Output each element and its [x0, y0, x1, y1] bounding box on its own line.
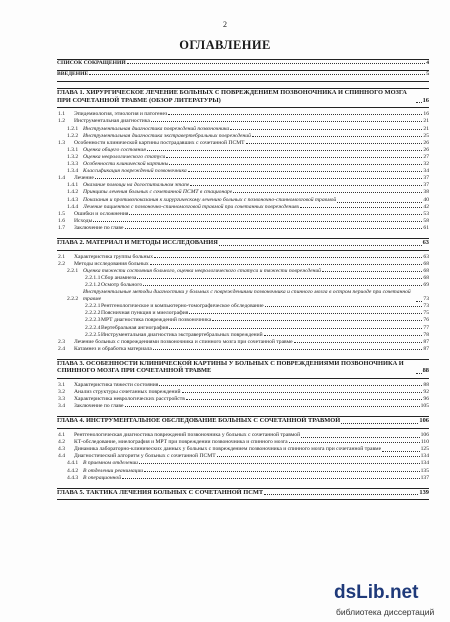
toc-entry-title: Сбор анамнеза	[101, 274, 137, 281]
toc-entry-title: ГЛАВА 2. МАТЕРИАЛ И МЕТОДЫ ИССЛЕДОВАНИЯ	[57, 238, 218, 246]
toc-entry[interactable]	[57, 432, 429, 439]
toc-entry[interactable]	[57, 317, 429, 324]
toc-entry[interactable]	[57, 303, 429, 310]
dot-leader	[190, 185, 422, 186]
toc-entry[interactable]	[57, 197, 429, 204]
toc-entry-number: 2.2.2	[67, 296, 79, 303]
toc-entry[interactable]	[57, 60, 429, 67]
toc-entry-page: 73	[423, 303, 429, 310]
dot-leader	[416, 373, 422, 374]
toc-entry-page: 110	[420, 439, 429, 446]
dot-leader	[168, 114, 422, 115]
toc-entry-page: 38	[423, 189, 429, 196]
dot-leader	[147, 150, 423, 151]
toc-entry[interactable]	[57, 310, 429, 317]
toc-entry-page: 16	[423, 111, 429, 118]
toc-entry-page: 21	[423, 118, 429, 125]
toc-entry-title: Заключение по главе	[74, 403, 124, 410]
toc-entry-title: Инструментальная диагностика	[74, 118, 150, 125]
toc-entry-title: КТ-обследование, миелография и МРТ при повреждении позвоночника и спинного мозга	[74, 439, 288, 446]
toc-entry-title: Классификация повреждений позвоночника	[83, 168, 187, 175]
toc-entry-title: В приемном отделении	[83, 460, 138, 467]
toc-entry-title: Инструментальная диагностика экстравертебральных повреждений	[101, 331, 263, 338]
toc-entry[interactable]	[57, 211, 429, 218]
dot-leader	[153, 349, 423, 350]
toc-entry-number: 2.2	[58, 260, 65, 267]
toc-entry[interactable]	[57, 225, 429, 232]
toc-entry-number: 1.1	[58, 111, 65, 118]
dot-leader	[89, 74, 425, 75]
dot-leader	[151, 121, 422, 122]
toc-entry-title: ГЛАВА 5. ТАКТИКА ЛЕЧЕНИЯ БОЛЬНЫХ С СОЧЕТАННОЙ ПСМТ	[57, 488, 264, 496]
toc-entry-page: 53	[423, 210, 429, 217]
toc-entry-title: Оценка неврологического статуса	[83, 153, 166, 160]
toc-entry-page: 25	[423, 132, 429, 139]
dot-leader	[159, 385, 422, 386]
toc-entry-title: ГЛАВА 1. ХИРУРГИЧЕСКОЕ ЛЕЧЕНИЕ БОЛЬНЫХ С ПОВРЕЖДЕНИЕМ ПОЗВОНОЧНИКА И СПИННОГО МОЗГА ПРИ СОЧЕТАННОЙ ТРАВМЕ (ОБЗОР ЛИТЕРАТУРЫ)	[57, 89, 407, 104]
toc-entry-number: 1.2.1	[67, 125, 79, 132]
toc-entry-number: 2.2.2.5	[85, 331, 101, 338]
toc-entry-number: 3.4	[58, 403, 65, 410]
toc-entry-page: 40	[423, 196, 429, 203]
toc-entry[interactable]	[57, 346, 429, 353]
dot-leader	[246, 143, 423, 144]
toc-entry-page: 61	[423, 224, 429, 231]
dot-leader	[137, 278, 422, 279]
dot-leader	[289, 442, 420, 443]
toc-entry-page: 75	[423, 310, 429, 317]
dot-leader	[125, 228, 423, 229]
toc-entry[interactable]	[57, 182, 429, 189]
toc-entry[interactable]	[57, 161, 429, 168]
toc-entry-page: 134	[420, 453, 429, 460]
toc-entry-page: 125	[420, 446, 429, 453]
toc-entry-number: 4.4.3	[67, 474, 79, 481]
toc-entry-title: Оценка общего состояния	[83, 146, 146, 153]
toc-entry-title: Характеристика тяжести состояния	[74, 382, 159, 389]
toc-entry[interactable]	[57, 175, 429, 182]
toc-entry-page: 69	[423, 281, 429, 288]
toc-entry[interactable]	[57, 396, 429, 403]
dot-leader	[233, 192, 422, 193]
toc-entry-number: 4.4.2	[67, 467, 79, 474]
toc-entry[interactable]	[57, 460, 429, 467]
toc-entry-page: 32	[423, 161, 429, 168]
toc-entry-title: Исходы	[74, 217, 93, 224]
toc-entry-title: ВВЕДЕНИЕ	[57, 71, 89, 78]
dot-leader	[230, 129, 422, 130]
toc-entry-title: Анализ структуры сочетанных повреждений	[74, 389, 181, 396]
toc-entry-page: 26	[423, 139, 429, 146]
toc-entry-page: 78	[423, 331, 429, 338]
toc-entry[interactable]	[57, 389, 429, 396]
dot-leader	[129, 214, 422, 215]
toc-entry-number: 1.3	[58, 139, 65, 146]
dot-leader	[341, 423, 418, 424]
toc-entry[interactable]	[57, 446, 429, 453]
toc-chapter[interactable]	[57, 417, 429, 425]
page-number: 2	[223, 20, 227, 29]
toc-entry-page: 68	[423, 260, 429, 267]
dot-leader	[300, 207, 422, 208]
dot-leader	[95, 178, 423, 179]
dot-leader	[219, 245, 422, 246]
toc-entry-page: 73	[423, 296, 429, 303]
toc-entry[interactable]	[57, 147, 429, 154]
dot-leader	[294, 342, 423, 343]
toc-entry-page: 106	[419, 417, 429, 425]
toc-entry-page: 27	[423, 153, 429, 160]
toc-entry-page: 87	[423, 345, 429, 352]
toc-entry-number: 2.2.1.2	[85, 281, 101, 288]
toc-entry-page: 68	[423, 267, 429, 274]
toc-entry-title: В операционной	[83, 474, 122, 481]
dot-leader	[186, 399, 423, 400]
dot-leader	[144, 471, 420, 472]
dot-leader	[189, 313, 422, 314]
toc-entry-page: 26	[423, 146, 429, 153]
toc-entry-page: 58	[423, 217, 429, 224]
toc-entry[interactable]	[57, 325, 429, 332]
toc-entry-number: 1.2.2	[67, 132, 79, 139]
dot-leader	[382, 451, 420, 452]
toc-entry-page: 88	[422, 367, 429, 375]
toc-entry-page: 76	[423, 317, 429, 324]
dot-leader	[252, 136, 423, 137]
toc-entry-page: 77	[423, 324, 429, 331]
dot-leader	[301, 437, 420, 438]
toc-entry-number: 4.4	[58, 453, 65, 460]
toc-entry-number: 1.4.4	[67, 203, 79, 210]
toc-entry-page: 37	[423, 182, 429, 189]
toc-chapter[interactable]	[57, 489, 429, 497]
toc-entry-number: 1.7	[58, 224, 65, 231]
toc-entry[interactable]	[57, 339, 429, 346]
toc-entry-page: 87	[423, 338, 429, 345]
toc-entry-title: Инструментальные методы диагностики у больных с повреждениями позвоночника и спинного мозга в остром периоде при сочетанной травме	[83, 289, 411, 303]
toc-entry-number: 2.2.1.1	[85, 274, 101, 281]
toc-entry-number: 3.1	[58, 382, 65, 389]
toc-entry-page: 16	[422, 96, 429, 104]
toc-entry-title: Характеристика группы больных	[74, 253, 154, 260]
toc-entry[interactable]	[57, 218, 429, 225]
toc-entry-page: 135	[420, 467, 429, 474]
dot-leader	[125, 406, 420, 407]
toc-entry[interactable]	[57, 453, 429, 460]
toc-entry-page: 92	[423, 389, 429, 396]
toc-entry-page: 63	[423, 253, 429, 260]
toc-entry-number: 3.3	[58, 396, 65, 403]
toc-entry[interactable]	[57, 403, 429, 410]
toc-entry-number: 1.4.2	[67, 189, 79, 196]
toc-entry[interactable]	[57, 126, 429, 133]
dot-leader	[139, 463, 420, 464]
toc-entry-number: 4.3	[58, 446, 65, 453]
dot-leader	[150, 264, 423, 265]
toc-entry-number: 2.4	[58, 345, 65, 352]
dot-leader	[143, 285, 422, 286]
toc-entry-number: 2.2.2.1	[85, 303, 101, 310]
toc-entry-page: 37	[423, 175, 429, 182]
toc-entry-title: Рентгенологическая диагностика повреждений позвоночника у больных с сочетанной травмой	[74, 432, 301, 439]
dot-leader	[127, 63, 426, 64]
toc-entry-title: Лечение	[74, 175, 94, 182]
toc-entry[interactable]	[57, 204, 429, 211]
toc-entry-title: Принципы лечения больных с сочетанной ПСМТ в стационаре	[83, 189, 233, 196]
dot-leader	[154, 257, 422, 258]
toc-entry-page: 134	[420, 460, 429, 467]
toc-entry[interactable]	[57, 118, 429, 125]
toc-entry[interactable]	[57, 254, 429, 261]
watermark-logo: dsLib.net	[334, 582, 419, 603]
toc-entry-title: Заключение по главе	[74, 224, 124, 231]
toc-entry-title: Характеристика неврологических расстройств	[74, 396, 185, 403]
watermark-subtitle: библиотека диссертаций	[336, 607, 435, 617]
toc-entry-title: Показания и противопоказания к хирургическому лечению больных с позвоночно-спинномозговой травмой	[83, 196, 337, 203]
toc-entry-number: 1.3.4	[67, 168, 79, 175]
toc-entry-number: 2.2.2.2	[85, 310, 101, 317]
toc-entry[interactable]	[57, 111, 429, 118]
toc-entry-page: 96	[423, 396, 429, 403]
toc-entry[interactable]	[57, 382, 429, 389]
toc-entry-title: Особенности клинической картины пострадавших с сочетанной ПСМТ	[74, 139, 245, 146]
toc-entry-number: 4.4.1	[67, 460, 79, 467]
toc-entry-page: 106	[420, 432, 429, 439]
dot-leader	[182, 392, 423, 393]
dot-leader	[212, 320, 422, 321]
toc-entry-number: 1.3.1	[67, 146, 79, 153]
toc-entry-title: Особенности клинической картины	[83, 161, 169, 168]
toc-entry-page: 63	[422, 238, 429, 246]
watermark[interactable]	[322, 577, 450, 622]
toc-chapter[interactable]	[57, 360, 429, 375]
dot-leader	[166, 157, 422, 158]
toc-entry[interactable]	[57, 275, 429, 282]
toc-entry-title: В отделении реанимации	[83, 467, 144, 474]
toc-entry-page: 5	[426, 71, 429, 78]
dot-leader	[264, 335, 423, 336]
toc-chapter[interactable]	[57, 89, 429, 104]
toc-entry-number: 1.4	[58, 175, 65, 182]
toc-entry-title: Динамика лабораторно-клинических данных у больных с повреждением позвоночника и спинного мозга при сочетанной травме	[74, 446, 382, 453]
toc-entry-page: 139	[419, 488, 429, 496]
toc-entry-title: ГЛАВА 4. ИНСТРУМЕНТАЛЬНОЕ ОБСЛЕДОВАНИЕ БОЛЬНЫХ С СОЧЕТАННОЙ ТРАВМОЙ	[57, 417, 341, 425]
toc-entry-page: 68	[423, 274, 429, 281]
toc-entry-number: 1.2	[58, 118, 65, 125]
toc-entry-title: Рентгенологическое и компьютерно-томографическое обследование	[101, 303, 264, 310]
toc-entry-number: 2.2.2.3	[85, 317, 101, 324]
toc-entry[interactable]	[57, 268, 429, 275]
table-of-contents	[57, 59, 429, 503]
toc-entry-number: 2.3	[58, 338, 65, 345]
toc-entry-number: 1.4.3	[67, 196, 79, 203]
dot-leader	[337, 202, 422, 203]
toc-entry-number: 1.3.3	[67, 161, 79, 168]
toc-entry-page: 34	[423, 168, 429, 175]
dot-leader	[188, 171, 423, 172]
toc-entry-title: Поясничная пункция и миелография	[101, 310, 189, 317]
toc-entry-number: 1.4.1	[67, 182, 79, 189]
toc-entry-title: Оказание помощи на догоспитальном этапе	[83, 182, 190, 189]
toc-entry[interactable]	[57, 468, 429, 475]
toc-entry-number: 4.2	[58, 439, 65, 446]
toc-entry[interactable]	[57, 71, 429, 78]
toc-entry[interactable]	[57, 154, 429, 161]
toc-entry-number: 2.2.1	[67, 267, 79, 274]
toc-entry-title: Лечение пациентов с позвоночно-спинномозговой травмой при сочетанных повреждениях	[83, 203, 300, 210]
page-title: ОГЛАВЛЕНИЕ	[179, 38, 271, 52]
toc-entry[interactable]	[57, 282, 429, 289]
toc-entry[interactable]	[57, 133, 429, 140]
toc-entry-title: Эпидемиология, этиология и патогенез	[74, 111, 168, 118]
toc-entry-title: Диагностический алгоритм у больных с сочетанной ПСМТ	[74, 453, 216, 460]
dot-leader	[416, 301, 422, 302]
toc-entry-page: 4	[426, 60, 429, 66]
toc-entry-number: 3.2	[58, 389, 65, 396]
toc-entry[interactable]	[57, 289, 429, 303]
dot-leader	[416, 102, 422, 103]
dot-leader	[264, 494, 418, 495]
toc-entry-title: Вертебральная ангиография	[101, 324, 169, 331]
dot-leader	[93, 221, 422, 222]
toc-entry[interactable]	[57, 140, 429, 147]
toc-entry[interactable]	[57, 475, 429, 482]
toc-entry-number: 1.3.2	[67, 153, 79, 160]
toc-entry-number: 2.2.2.4	[85, 324, 101, 331]
dot-leader	[322, 271, 422, 272]
dot-leader	[217, 456, 420, 457]
toc-entry-title: Катамнез и обработка материала	[74, 345, 152, 352]
dot-leader	[122, 478, 420, 479]
toc-entry-number: 4.1	[58, 432, 65, 439]
toc-entry-title: Осмотр больного	[101, 281, 143, 288]
toc-entry[interactable]	[57, 189, 429, 196]
toc-entry[interactable]	[57, 168, 429, 175]
dot-leader	[265, 306, 423, 307]
toc-entry-title: МРТ диагностика повреждений позвоночника	[101, 317, 212, 324]
toc-entry-page: 137	[420, 474, 429, 481]
toc-entry-title: Методы исследования больных	[74, 260, 149, 267]
toc-chapter[interactable]	[57, 239, 429, 247]
dot-leader	[169, 164, 422, 165]
toc-entry-title: Инструментальная диагностика экстравертебральных повреждений	[83, 132, 251, 139]
toc-entry-number: 2.1	[58, 253, 65, 260]
toc-entry-title: Оценка тяжести состояния больного, оценка неврологического статуса и тяжести повреждений	[83, 267, 321, 274]
toc-entry[interactable]	[57, 332, 429, 339]
toc-entry-number: 1.6	[58, 217, 65, 224]
toc-entry[interactable]	[57, 261, 429, 268]
toc-entry[interactable]	[57, 439, 429, 446]
toc-entry-title: Ошибки и осложнения	[74, 210, 129, 217]
toc-entry-title: Инструментальная диагностика повреждений позвоночника	[83, 125, 230, 132]
dot-leader	[169, 328, 422, 329]
toc-entry-page: 105	[420, 403, 429, 410]
toc-entry-page: 21	[423, 125, 429, 132]
toc-entry-page: 88	[423, 382, 429, 389]
toc-entry-title: СПИСОК СОКРАЩЕНИЙ	[57, 60, 126, 66]
toc-entry-title: Лечение больных с повреждениями позвоночника и спинного мозга при сочетанной травме	[74, 338, 293, 345]
toc-entry-number: 1.5	[58, 210, 65, 217]
toc-entry-page: 42	[423, 203, 429, 210]
toc-entry-title: ГЛАВА 3. ОСОБЕННОСТИ КЛИНИЧЕСКОЙ КАРТИНЫ У БОЛЬНЫХ С ПОВРЕЖДЕНИЯМИ ПОЗВОНОЧНИКА И СПИННОГО МОЗГА ПРИ СОЧЕТАННОЙ ТРАВМЕ	[57, 359, 404, 375]
